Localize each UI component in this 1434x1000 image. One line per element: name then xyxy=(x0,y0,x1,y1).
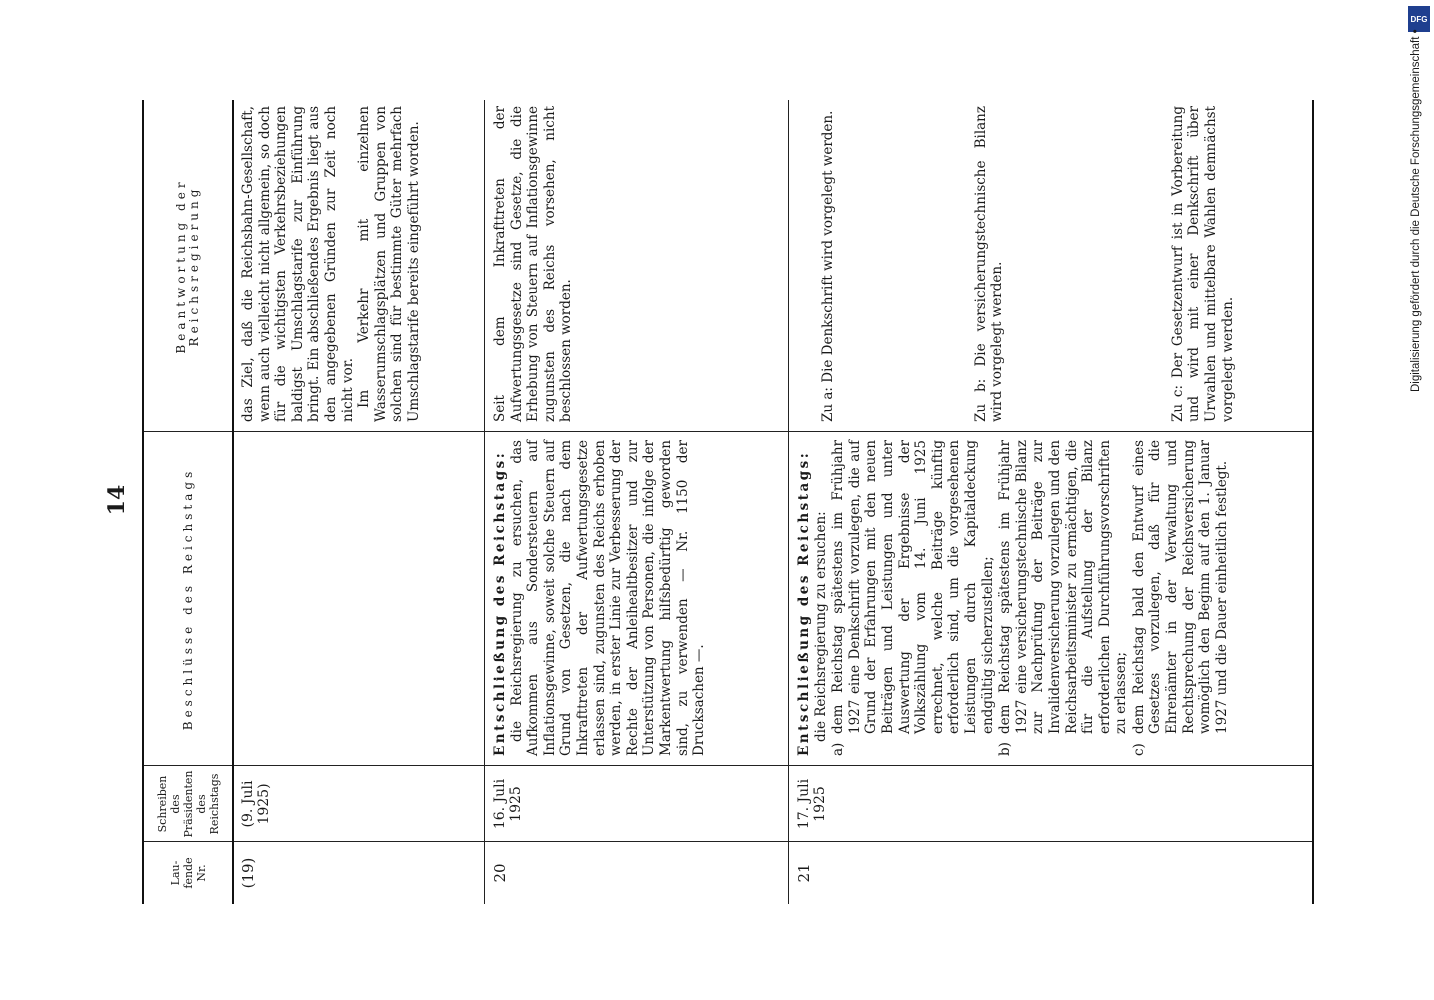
item-text: dem Reichstag bald den Entwurf eines Gesetzes vorzulegen, daß für die Ehrenämter in der Verwaltung und Rechtsprechung der Reichsversicherung womöglich den Beginn auf den 1. Januar 1927 und die Dauer einheitlich festlegt. xyxy=(1130,440,1230,734)
row-20-date: 16. Juli 1925 xyxy=(492,778,524,830)
column-divider xyxy=(144,765,1312,766)
row-separator xyxy=(788,100,789,904)
resolutions-table xyxy=(142,100,1314,904)
answer-text: das Ziel, daß die Reichsbahn-Gesellschaft, wenn auch vielleicht nicht allgemein, so doch für die wichtigsten Verkehrsbeziehungen baldigst Umschlagstarife zur Einführung bringt. Ein abschließendes Ergebnis liegt aus den angegebenen Gründen zur Zeit noch nicht vor. xyxy=(240,106,356,422)
resolution-text: die Reichsregierung zu ersuchen, das Aufkommen aus Sondersteuern auf Inflationsgewinne, soweit solche Steuern auf Grund von Gesetzen, die nach dem Inkrafttreten der Aufwertungsgesetze erlassen sind, zugunsten des Reichs erhoben werden, in erster Linie zur Verbesserung der Rechte der Anleihealtbesitzer und zur Unterstützung von Personen, die infolge der Markentwertung hilfsbedürftig geworden sind, zu verwenden — Nr. 1150 der Drucksachen —. xyxy=(508,440,708,756)
row-21-date: 17. Juli 1925 xyxy=(796,778,828,830)
header-rule xyxy=(232,100,234,904)
row-19-answer xyxy=(240,106,423,422)
answer-c: Zu c: Der Gesetzentwurf ist in Vorbereitung und wird mit einer Denkschrift über Urwahlen und mittelbare Wahlen demnächst vorgelegt werden. xyxy=(1169,106,1236,422)
item-text: dem Reichstag spätestens im Frühjahr 1927 eine Denkschrift vorzulegen, die auf Grund der Erfahrungen mit den neuen Beiträgen und Leistungen und unter Auswertung der Ergebnisse der Volkszählung vom 14. Juni 1925 errechnet, welche Beiträge künftig erforderlich sind, um die vorgesehenen Leistungen durch Kapitaldeckung endgültig sicherzustellen; xyxy=(830,440,996,734)
row-21-resolution xyxy=(796,440,1230,756)
row-21-number: 21 xyxy=(795,863,813,883)
column-divider xyxy=(144,841,1312,842)
row-20-number: 20 xyxy=(491,863,509,883)
answer-b: Zu b: Die versicherungstechnische Bilanz wird vorgelegt werden. xyxy=(972,106,1006,422)
answer-a: Zu a: Die Denkschrift wird vorgelegt werden. xyxy=(820,110,836,422)
resolution-title: Entschließung des Reichstags: xyxy=(492,450,508,756)
resolution-title: Entschließung des Reichstags: xyxy=(796,450,812,756)
item-text: dem Reichstag spätestens im Frühjahr 1927 eine versicherungstechnische Bilanz zur Nachprüfung der Beiträge zur Invalidenversicherung vorzulegen und den Reichsarbeitsminister zu ermächtigen, die für die Aufstellung der Bilanz erforderlichen Durchführungsvorschriften zu erlassen; xyxy=(997,440,1130,734)
item-label: c) xyxy=(1130,743,1147,756)
item-label: b) xyxy=(997,742,1014,756)
header-laufende-nr: Lau- fende Nr. xyxy=(168,857,208,889)
header-beschluesse: Beschlüsse des Reichstags xyxy=(180,467,195,731)
row-19-date: (9. Juli 1925) xyxy=(240,780,272,828)
digitization-note xyxy=(1406,0,1430,1000)
header-beantwortung: Beantwortung der Reichsregierung xyxy=(174,178,201,354)
row-separator xyxy=(484,100,485,904)
answer-text: Im Verkehr mit einzelnen Wasserumschlagsplätzen und Gruppen von solchen sind für bestimmte Güter mehrfach Umschlagstarife bereits eingeführt worden. xyxy=(356,106,422,422)
dfg-logo: DFG xyxy=(1408,6,1430,32)
row-19-number: (19) xyxy=(239,857,257,889)
item-label: a) xyxy=(830,742,847,756)
resolution-intro: die Reichsregierung zu ersuchen: xyxy=(812,511,829,742)
column-divider xyxy=(144,431,1312,432)
row-20-answer: Seit dem Inkrafttreten der Aufwertungsgesetze sind Gesetze, die die Erhebung von Steuern auf Inflationsgewinne zugunsten des Reichs vorsehen, nicht beschlossen worden. xyxy=(492,106,575,422)
resolution-item-a xyxy=(830,440,996,756)
resolution-item-c xyxy=(1131,440,1231,756)
page-number: 14 xyxy=(104,484,130,516)
row-20-resolution xyxy=(492,440,708,756)
digitization-note-text: Digitalisierung gefördert durch die Deutsche Forschungsgemeinschaft • xyxy=(1410,29,1422,392)
row-21-answers xyxy=(820,106,1236,422)
header-schreiben: Schreiben des Präsidenten des Reichstags xyxy=(155,770,221,838)
resolution-item-b xyxy=(997,440,1130,756)
